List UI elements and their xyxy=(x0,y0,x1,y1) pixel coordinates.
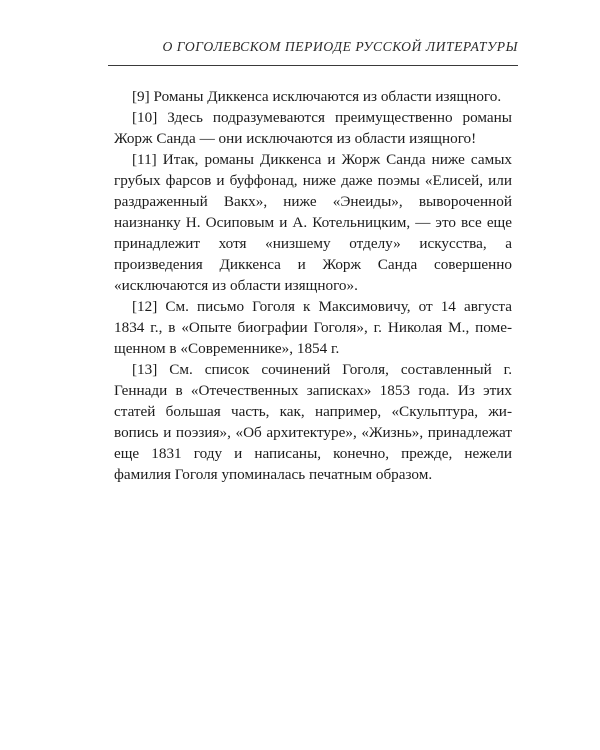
header-rule xyxy=(108,65,518,66)
footnote-12: [12] См. письмо Гоголя к Максимовичу, от 14 августа 1834 г., в «Опыте биографии Гоголя», г. Николая М., помещенном в «Современнике», 1854 г. xyxy=(114,298,512,357)
footnote-10: [10] Здесь подразумеваются преимущественно романы Жорж Санда — они исключаются из области изящного! xyxy=(114,109,512,147)
footnote-9: [9] Романы Диккенса исключаются из области изящного. xyxy=(132,88,502,105)
footnote-13: [13] См. список сочинений Гоголя, составленный г. Геннади в «Отечественных записках» 1853 года. Из этих статей большая часть, как, например, «Скульптура, живопись и поэзия», «Об архитектуре», «Жизнь», принадлежат еще 1831 году и написаны, конечно, прежде, нежели фамилия Гоголя упоминалась печатным образом. xyxy=(114,361,512,483)
footnotes-block xyxy=(114,86,512,485)
running-header: О ГОГОЛЕВСКОМ ПЕРИОДЕ РУССКОЙ ЛИТЕРАТУРЫ xyxy=(162,39,518,54)
footnote-11: [11] Итак, романы Диккенса и Жорж Санда ниже самых грубых фарсов и буффонад, ниже даже поэмы «Елисей, или раздраженный Вакх», ниже «Энеиды», вывороченной наизнанку Н. Осиповым и А. Котельницким, — это все еще принадлежит хотя «низшему отделу» искусства, а произведения Диккенса и Жорж Санда совершенно «исключаются из области изящного». xyxy=(114,151,512,294)
